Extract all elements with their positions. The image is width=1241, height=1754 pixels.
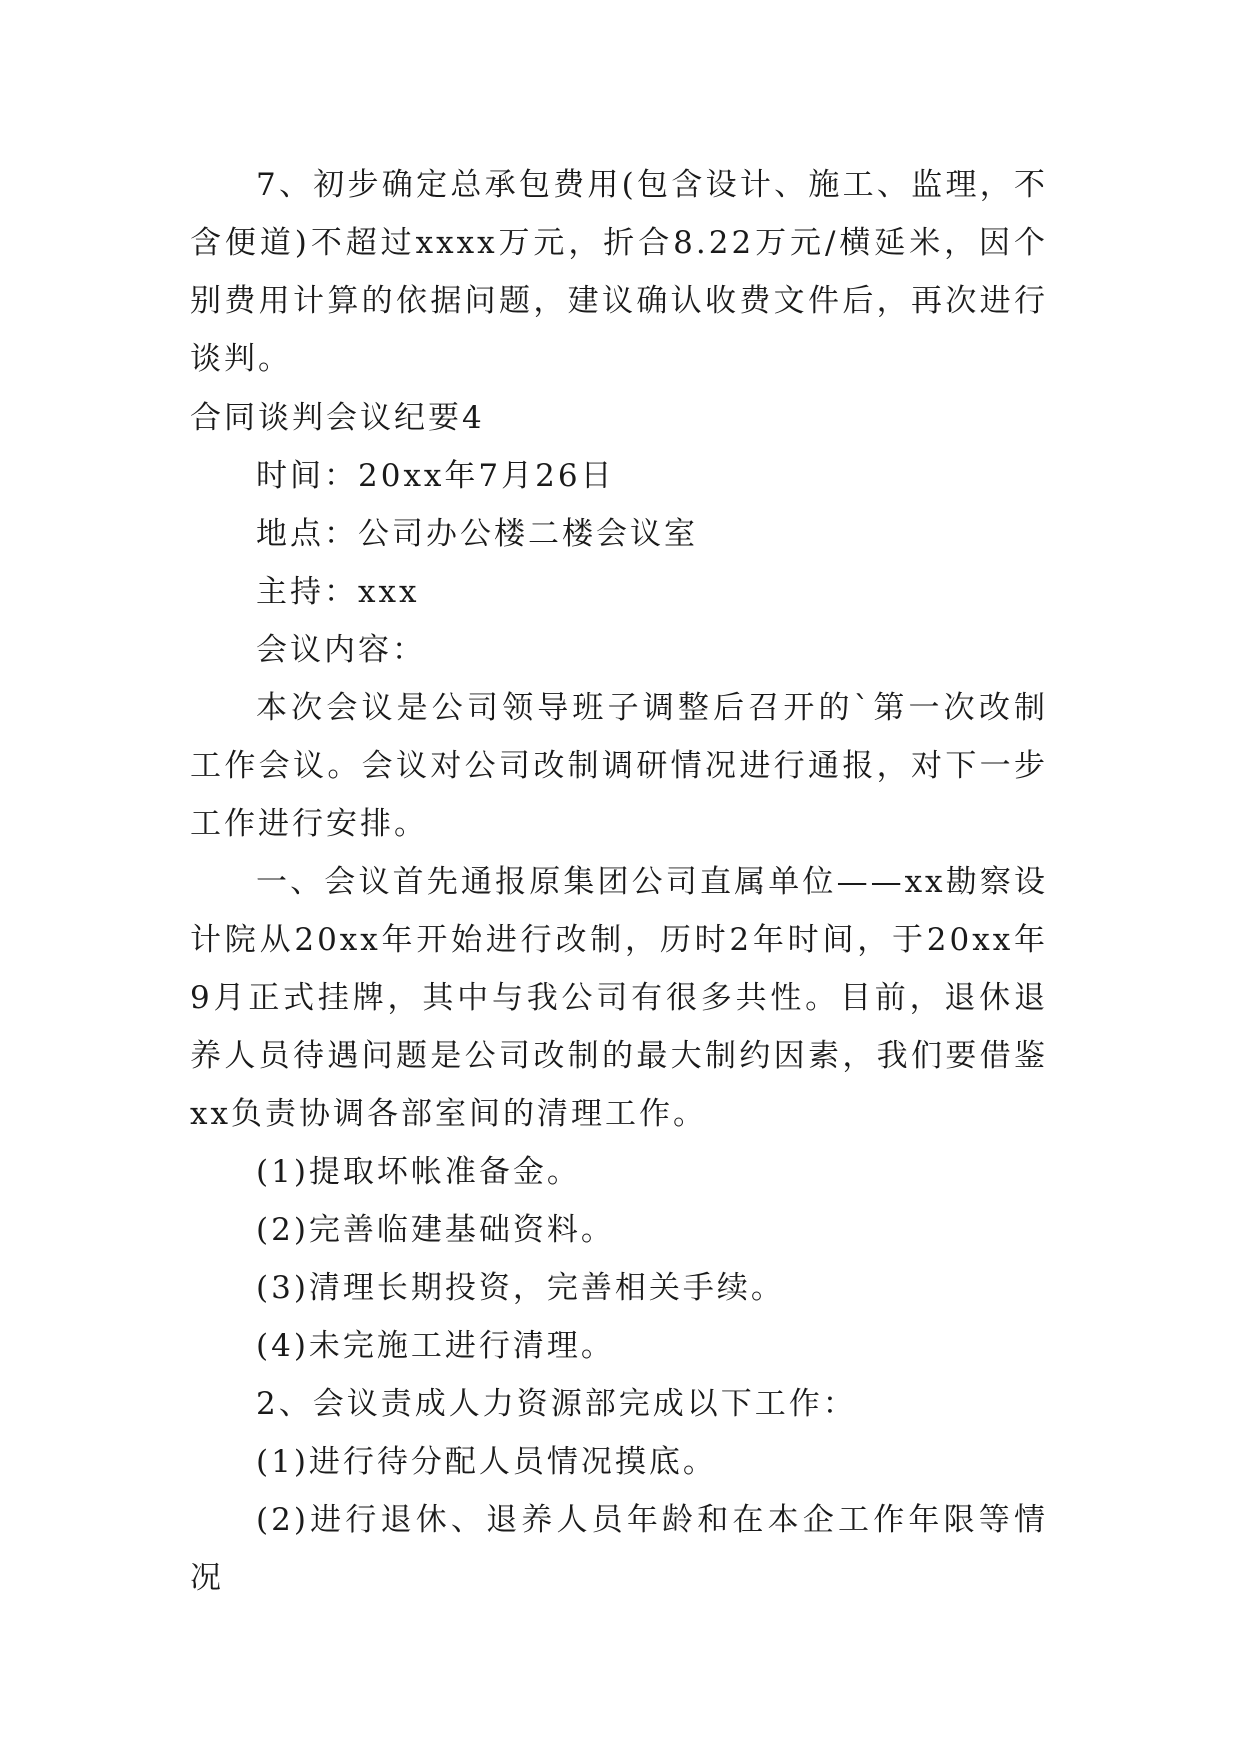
section-title: 合同谈判会议纪要4 [190, 400, 485, 436]
meeting-minutes-body [190, 447, 1048, 1607]
meeting-intro: 本次会议是公司领导班子调整后召开的`第一次改制工作会议。会议对公司改制调研情况进行通报，对下一步工作进行安排。 [190, 690, 1048, 842]
sub-item: (1)提取坏帐准备金。 [256, 1154, 581, 1190]
paragraph-block-top [190, 156, 1048, 388]
sub-item: (4)未完施工进行清理。 [256, 1328, 615, 1364]
sub-item: (1)进行待分配人员情况摸底。 [256, 1444, 717, 1480]
sub-item: (3)清理长期投资，完善相关手续。 [256, 1270, 785, 1306]
sub-item: (2)进行退休、退养人员年龄和在本企工作年限等情况 [190, 1502, 1048, 1596]
meeting-time: 时间：20xx年7月26日 [256, 458, 615, 494]
paragraph-item-7: 7、初步确定总承包费用(包含设计、施工、监理，不含便道)不超过xxxx万元，折合8.22万元/横延米，因个别费用计算的依据问题，建议确认收费文件后，再次进行谈判。 [190, 167, 1048, 377]
meeting-location: 地点：公司办公楼二楼会议室 [256, 516, 698, 552]
meeting-host: 主持：xxx [256, 574, 420, 610]
sub-item: (2)完善临建基础资料。 [256, 1212, 615, 1248]
meeting-content-label: 会议内容： [256, 632, 426, 668]
agenda-item-1: 一、会议首先通报原集团公司直属单位——xx勘察设计院从20xx年开始进行改制，历时2年时间，于20xx年9月正式挂牌，其中与我公司有很多共性。目前，退休退养人员待遇问题是公司改制的最大制约因素，我们要借鉴xx负责协调各部室间的清理工作。 [190, 864, 1048, 1132]
agenda-item-2: 2、会议责成人力资源部完成以下工作： [256, 1386, 857, 1422]
